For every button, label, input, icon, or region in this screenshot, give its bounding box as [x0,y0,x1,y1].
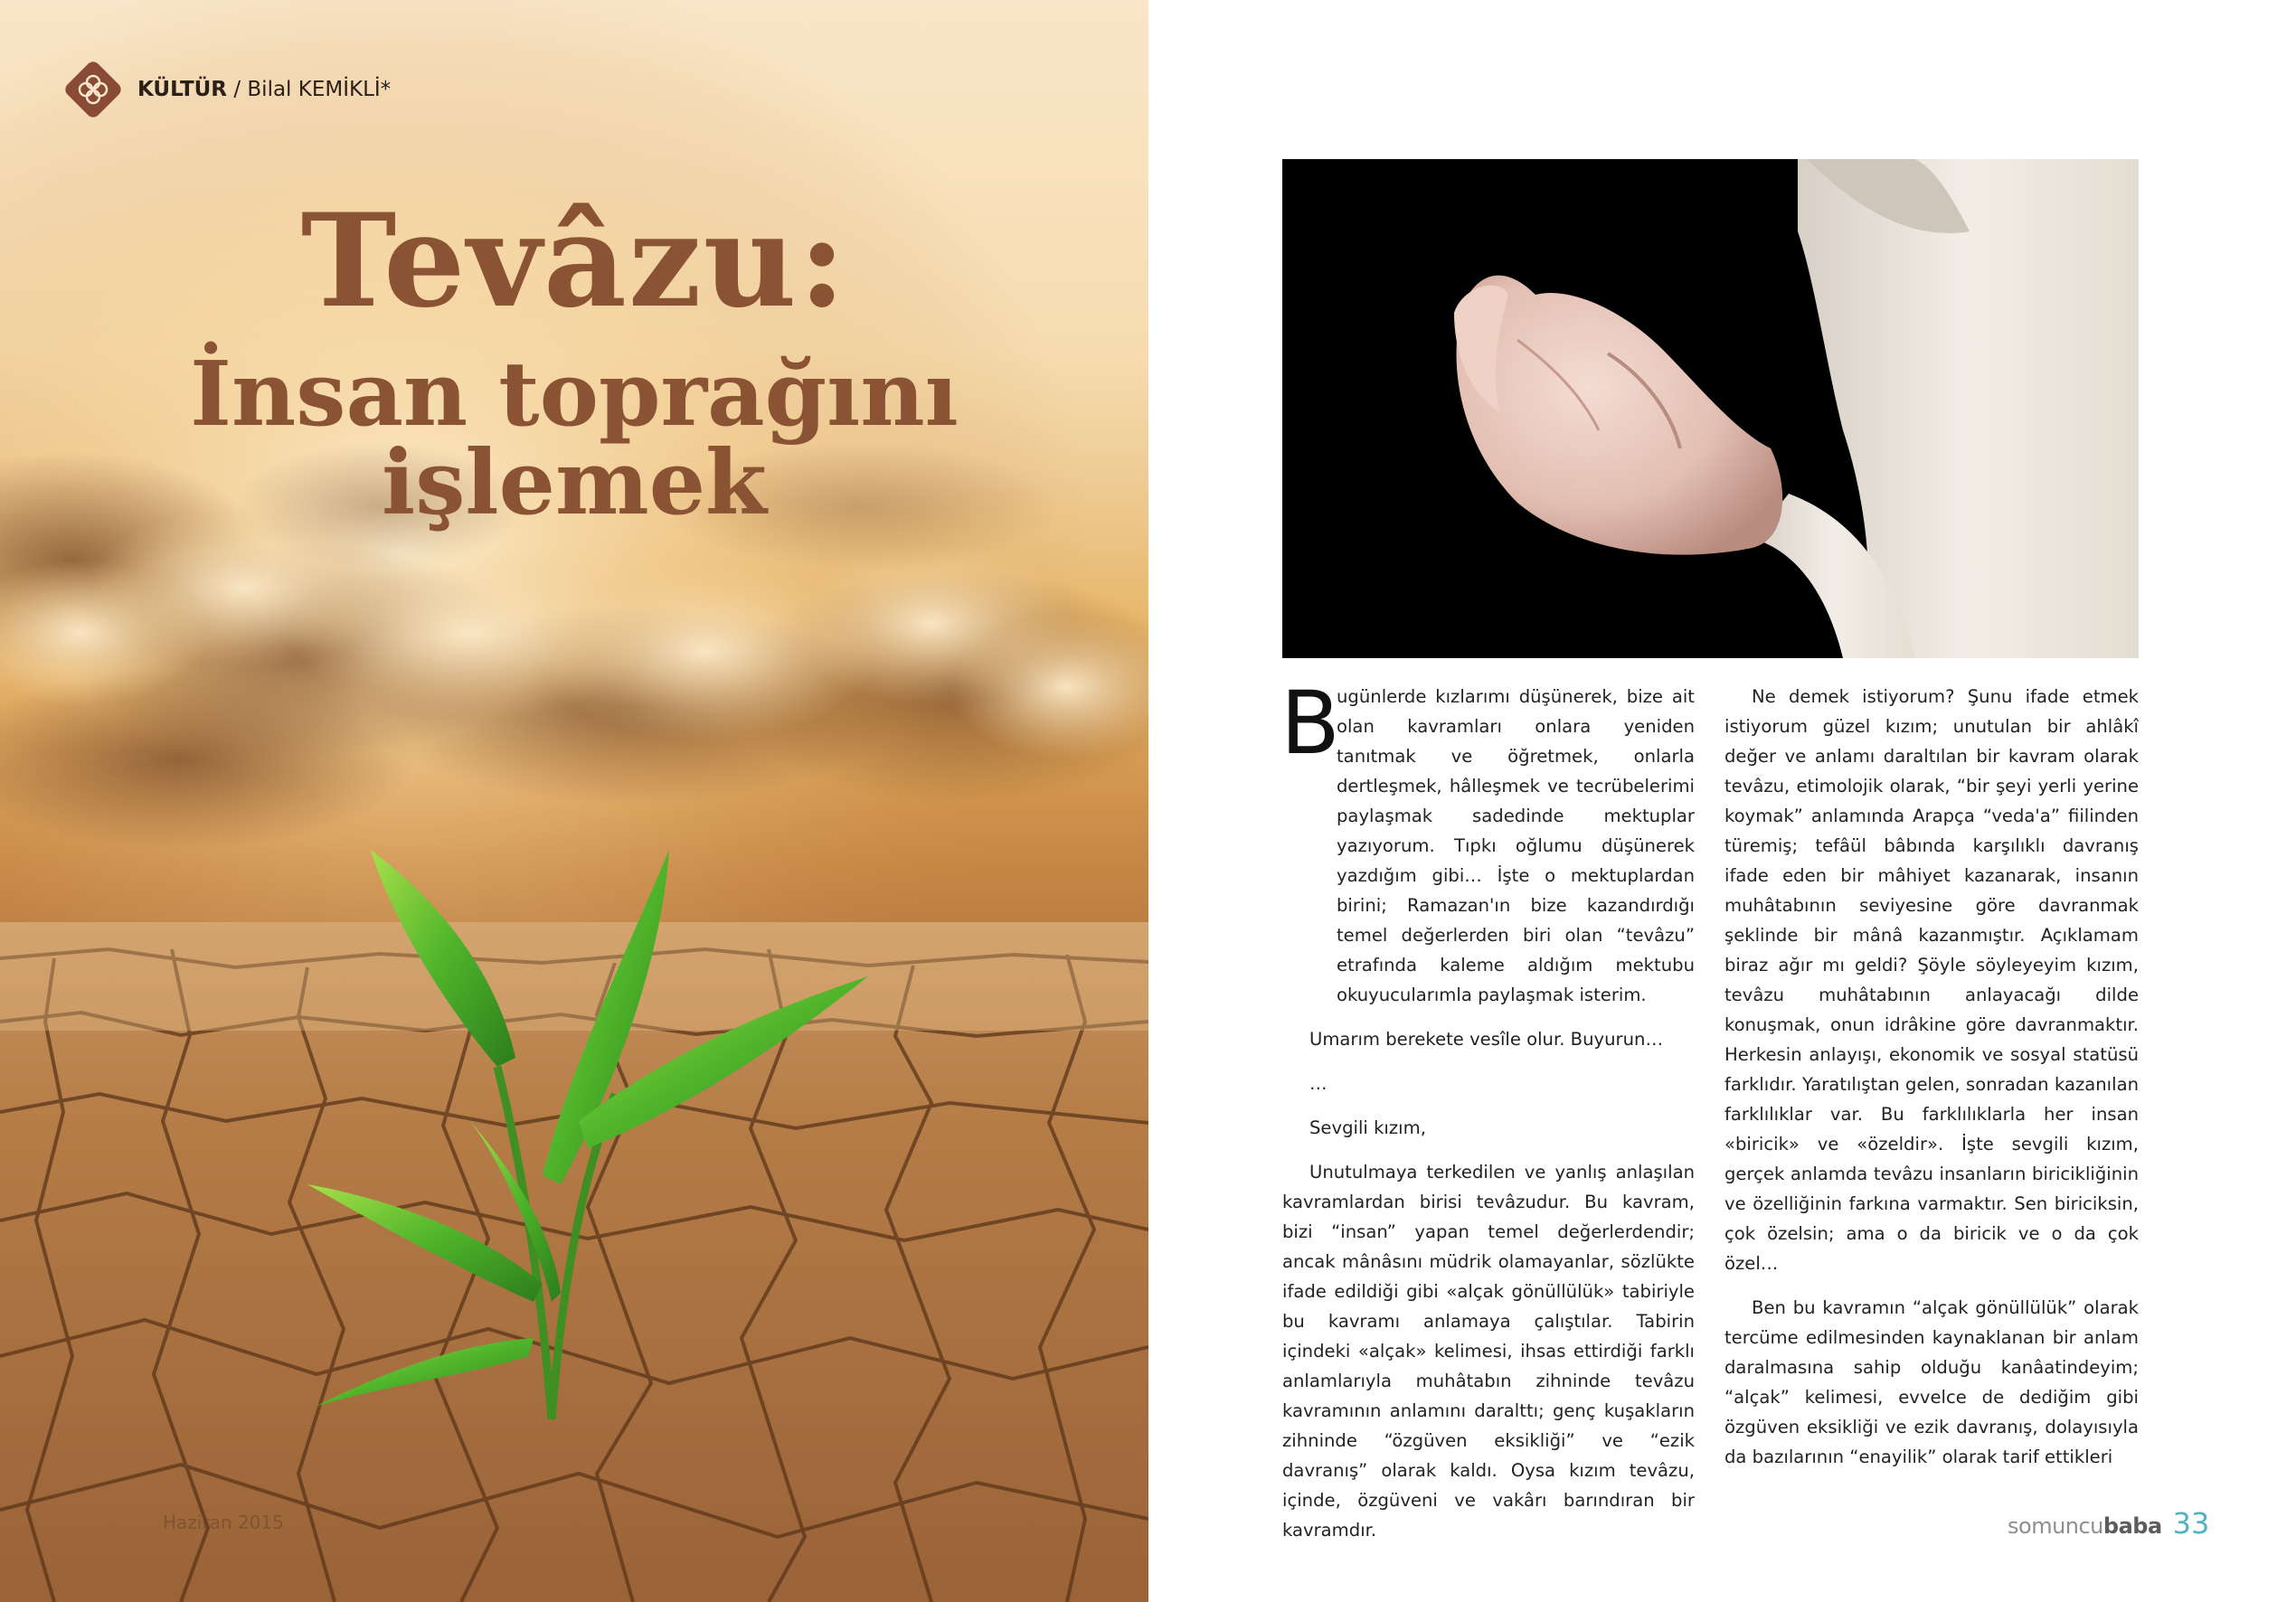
article-column-left [1280,673,1695,1545]
section-separator: / [227,78,248,101]
paragraph-salutation: Sevgili kızım, [1309,1117,1426,1138]
paragraph-body: Ben bu kavramın “alçak gönüllülük” olarak tercüme edilmesinden kaynaklanan bir anlam daralmasına sahip olduğu kanâatindeyim; “alçak” kelimesi, evvelce de dediğim gibi özgüven eksikliği ve ezik davranış, dolayısıyla da bazılarının “enayilik” olarak tarif ettikleri [1724,1297,2139,1467]
paragraph-ellipsis: … [1309,1073,1328,1094]
left-page-footer: Haziran 2015 [163,1512,284,1533]
paragraph-intro-text: ugünlerde kızlarımı düşünerek, bize ait olan kavramları onlara yeniden tanıtmak ve öğretmek, onlarla dertleşmek, hâlleşmek ve tecrübelerimi paylaşmak sadedinde mektuplar yazıyorum. Tıpkı oğlumu düşünerek yazdığım gibi… İşte o mektuplardan birini; Ramazan'ın bize kazandırdığı temel değerlerden biri olan “tevâzu” etrafında kaleme aldığım mektubu okuyucularımla paylaşmak isterim. [1337,686,1695,1005]
section-label [137,78,391,101]
magazine-brand [2008,1513,2162,1539]
paragraph-body: Unutulmaya terkedilen ve yanlış anlaşılan kavramlardan birisi tevâzudur. Bu kavram, bizi “insan” yapan temel değerlerdendir; ancak mânâsını müdrik olamayanlar, sözlükte ifade edildiği gibi «alçak gönüllülük» tabiriyle bu kavramı anlamaya çalıştılar. Tabirin içindeki «alçak» kelimesi, ihsas ettirdiği farklı anlamlarıyla muhâtabın zihninde tevâzu kavramının anlamını daralttı; genç kuşakların zihninde “özgüven eksikliği” ve “ezik davranış” olarak kaldı. Oysa kızım tevâzu, içinde, özgüveni ve vakârı barındıran bir kavramdır. [1282,1162,1695,1541]
section-name: KÜLTÜR [137,78,228,101]
brand-light: somuncu [2008,1513,2103,1539]
paragraph-blessing: Umarım berekete vesîle olur. Buyurun… [1309,1029,1664,1050]
article-title: Tevâzu: [300,186,848,336]
brand-bold: baba [2102,1513,2162,1539]
right-page-footer [2008,1506,2209,1541]
paragraph-body: Ne demek istiyorum? Şunu ifade etmek istiyorum güzel kızım; unutulan bir ahlâkî değer ve anlamı daraltılan bir kavram olarak tevâzu, etimolojik olarak, “bir şeyi yerli yerine koymak” anlamında Arapça “veda'a” fiilinden türemiş; tefâül bâbında karşılıklı davranış ifade eden bir mâhiyet kazanarak, insanın muhâtabının seviyesine göre davranmak şeklinde bir mânâ kazanmıştır. Açıklamam biraz ağır mı geldi? Şöyle söyleyeyim kızım, tevâzu muhâtabının anlayacağı dilde konuşmak, onun idrâkine göre davranmaktır. Herkesin anlayışı, ekonomik ve sosyal statüsü farklıdır. Yaratılıştan gelen, sonradan kazanılan farklılıklar var. Bu farklılıklarla her insan «biricik» ve «özeldir». İşte sevgili kızım, gerçek anlamda tevâzu insanların biricikliğinin ve özelliğinin farkına varmaktır. Sen biriciksin, çok özelsin; ama o da biricik ve o da çok özel… [1724,686,2139,1274]
author-name: Bilal KEMİKLİ* [247,78,392,101]
paragraph-intro [1280,673,1695,1010]
drop-cap: B [1280,673,1340,774]
diamond-quatrefoil-icon [61,58,125,121]
praying-hands-photo [1282,159,2139,658]
page-number: 33 [2172,1506,2210,1541]
green-seedling-illustration [271,796,904,1447]
section-header [61,58,391,121]
article-column-right [1724,682,2139,1472]
article-subtitle: İnsan toprağını işlemek [190,343,959,535]
